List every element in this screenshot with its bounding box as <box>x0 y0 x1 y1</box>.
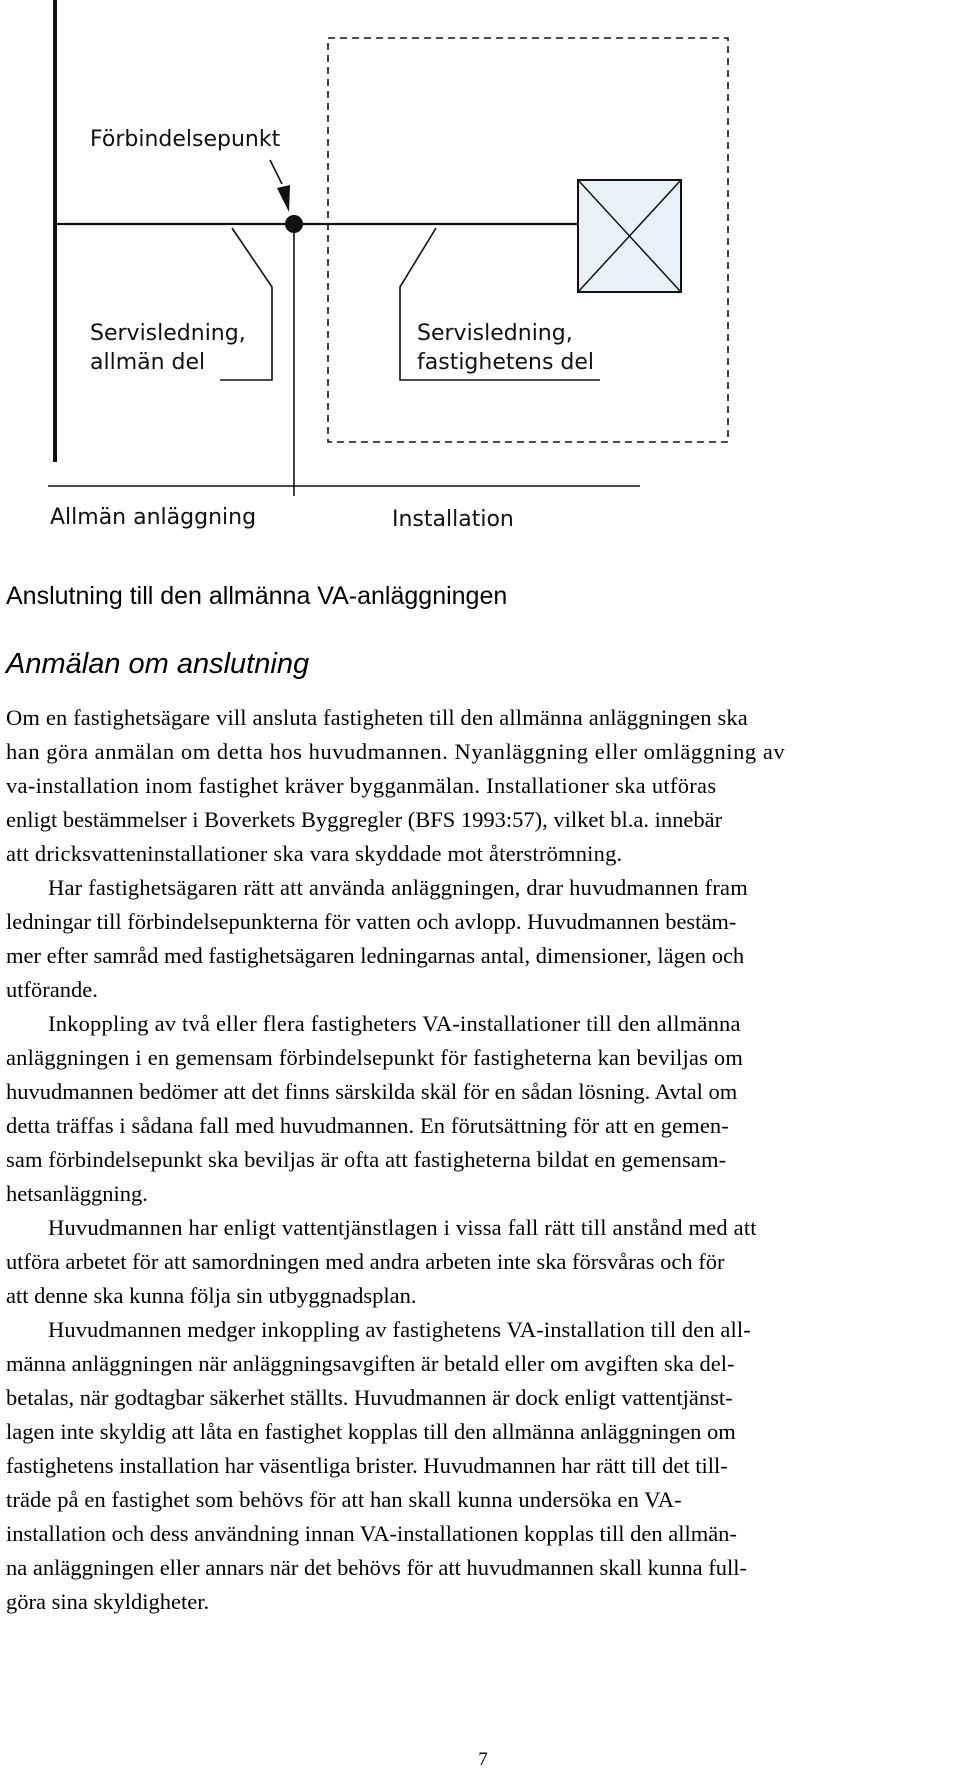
page-number: 7 <box>478 1749 488 1770</box>
body-line: sam förbindelsepunkt ska beviljas är ofta att fastigheterna bildat en gemensam- <box>6 1147 727 1172</box>
installation-label: Installation <box>392 507 514 532</box>
service-property-label-line2: fastighetens del <box>417 350 595 375</box>
body-line: hetsanläggning. <box>6 1181 148 1206</box>
body-line: ledningar till förbindelsepunkterna för vatten och avlopp. Huvudmannen bestäm- <box>6 909 737 934</box>
body-line: installation och dess användning innan VA-installationen kopplas till den allmän- <box>6 1521 737 1546</box>
body-line: han göra anmälan om detta hos huvudmannen. Nyanläggning eller omläggning av <box>6 739 786 764</box>
body-line: männa anläggningen när anläggningsavgiften är betald eller om avgiften ska del- <box>6 1351 735 1376</box>
body-line: göra sina skyldigheter. <box>6 1589 210 1614</box>
body-line: anläggningen i en gemensam förbindelsepunkt för fastigheterna kan beviljas om <box>6 1045 744 1070</box>
body-line: Inkoppling av två eller flera fastigheters VA-installationer till den allmänna <box>48 1011 741 1036</box>
body-line: Har fastighetsägaren rätt att använda anläggningen, drar huvudmannen fram <box>48 875 748 900</box>
body-line: Huvudmannen har enligt vattentjänstlagen i vissa fall rätt till anstånd med att <box>48 1215 757 1240</box>
section-heading: Anslutning till den allmänna VA-anläggningen <box>6 582 508 610</box>
body-line: fastighetens installation har väsentliga brister. Huvudmannen har rätt till det till- <box>6 1453 728 1478</box>
public-service-leader <box>220 228 272 380</box>
body-line: Om en fastighetsägare vill ansluta fastigheten till den allmänna anläggningen ska <box>6 705 748 730</box>
body-line: Huvudmannen medger inkoppling av fastighetens VA-installation till den all- <box>48 1317 751 1342</box>
body-line: utföra arbetet för att samordningen med andra arbeten inte ska försvåras och för <box>6 1249 725 1274</box>
subheading: Anmälan om anslutning <box>6 648 310 680</box>
body-line: lagen inte skyldig att låta en fastighet kopplas till den allmänna anläggningen om <box>6 1419 736 1444</box>
body-line: detta träffas i sådana fall med huvudmannen. En förutsättning för att en gemen- <box>6 1113 729 1138</box>
service-public-label-line1: Servisledning, <box>90 321 246 346</box>
service-public-label-line2: allmän del <box>90 350 206 375</box>
connection-point-label: Förbindelsepunkt <box>90 127 281 152</box>
body-line: träde på en fastighet som behövs för att han skall kunna undersöka en VA- <box>6 1487 682 1512</box>
body-text <box>6 701 958 1619</box>
body-line: att dricksvatteninstallationer ska vara skyddade mot återströmning. <box>6 841 623 866</box>
body-line: na anläggningen eller annars när det behövs för att huvudmannen skall kunna full- <box>6 1555 748 1580</box>
connection-point-leader <box>270 160 282 184</box>
body-line: att denne ska kunna följa sin utbyggnadsplan. <box>6 1283 417 1308</box>
body-line: va-installation inom fastighet kräver bygganmälan. Installationer ska utföras <box>6 773 717 798</box>
body-line: betalas, när godtagbar säkerhet ställts. Huvudmannen är dock enligt vattentjänst- <box>6 1385 733 1410</box>
connection-diagram <box>0 0 960 540</box>
public-facility-label: Allmän anläggning <box>50 505 257 530</box>
connection-point-arrowhead <box>277 185 290 212</box>
service-property-label-line1: Servisledning, <box>417 321 573 346</box>
body-line: mer efter samråd med fastighetsägaren ledningarnas antal, dimensioner, lägen och <box>6 943 745 968</box>
body-line: huvudmannen bedömer att det finns särskilda skäl för en sådan lösning. Avtal om <box>6 1079 738 1104</box>
body-line: utförande. <box>6 977 98 1002</box>
body-line: enligt bestämmelser i Boverkets Byggregler (BFS 1993:57), vilket bl.a. innebär <box>6 807 723 832</box>
